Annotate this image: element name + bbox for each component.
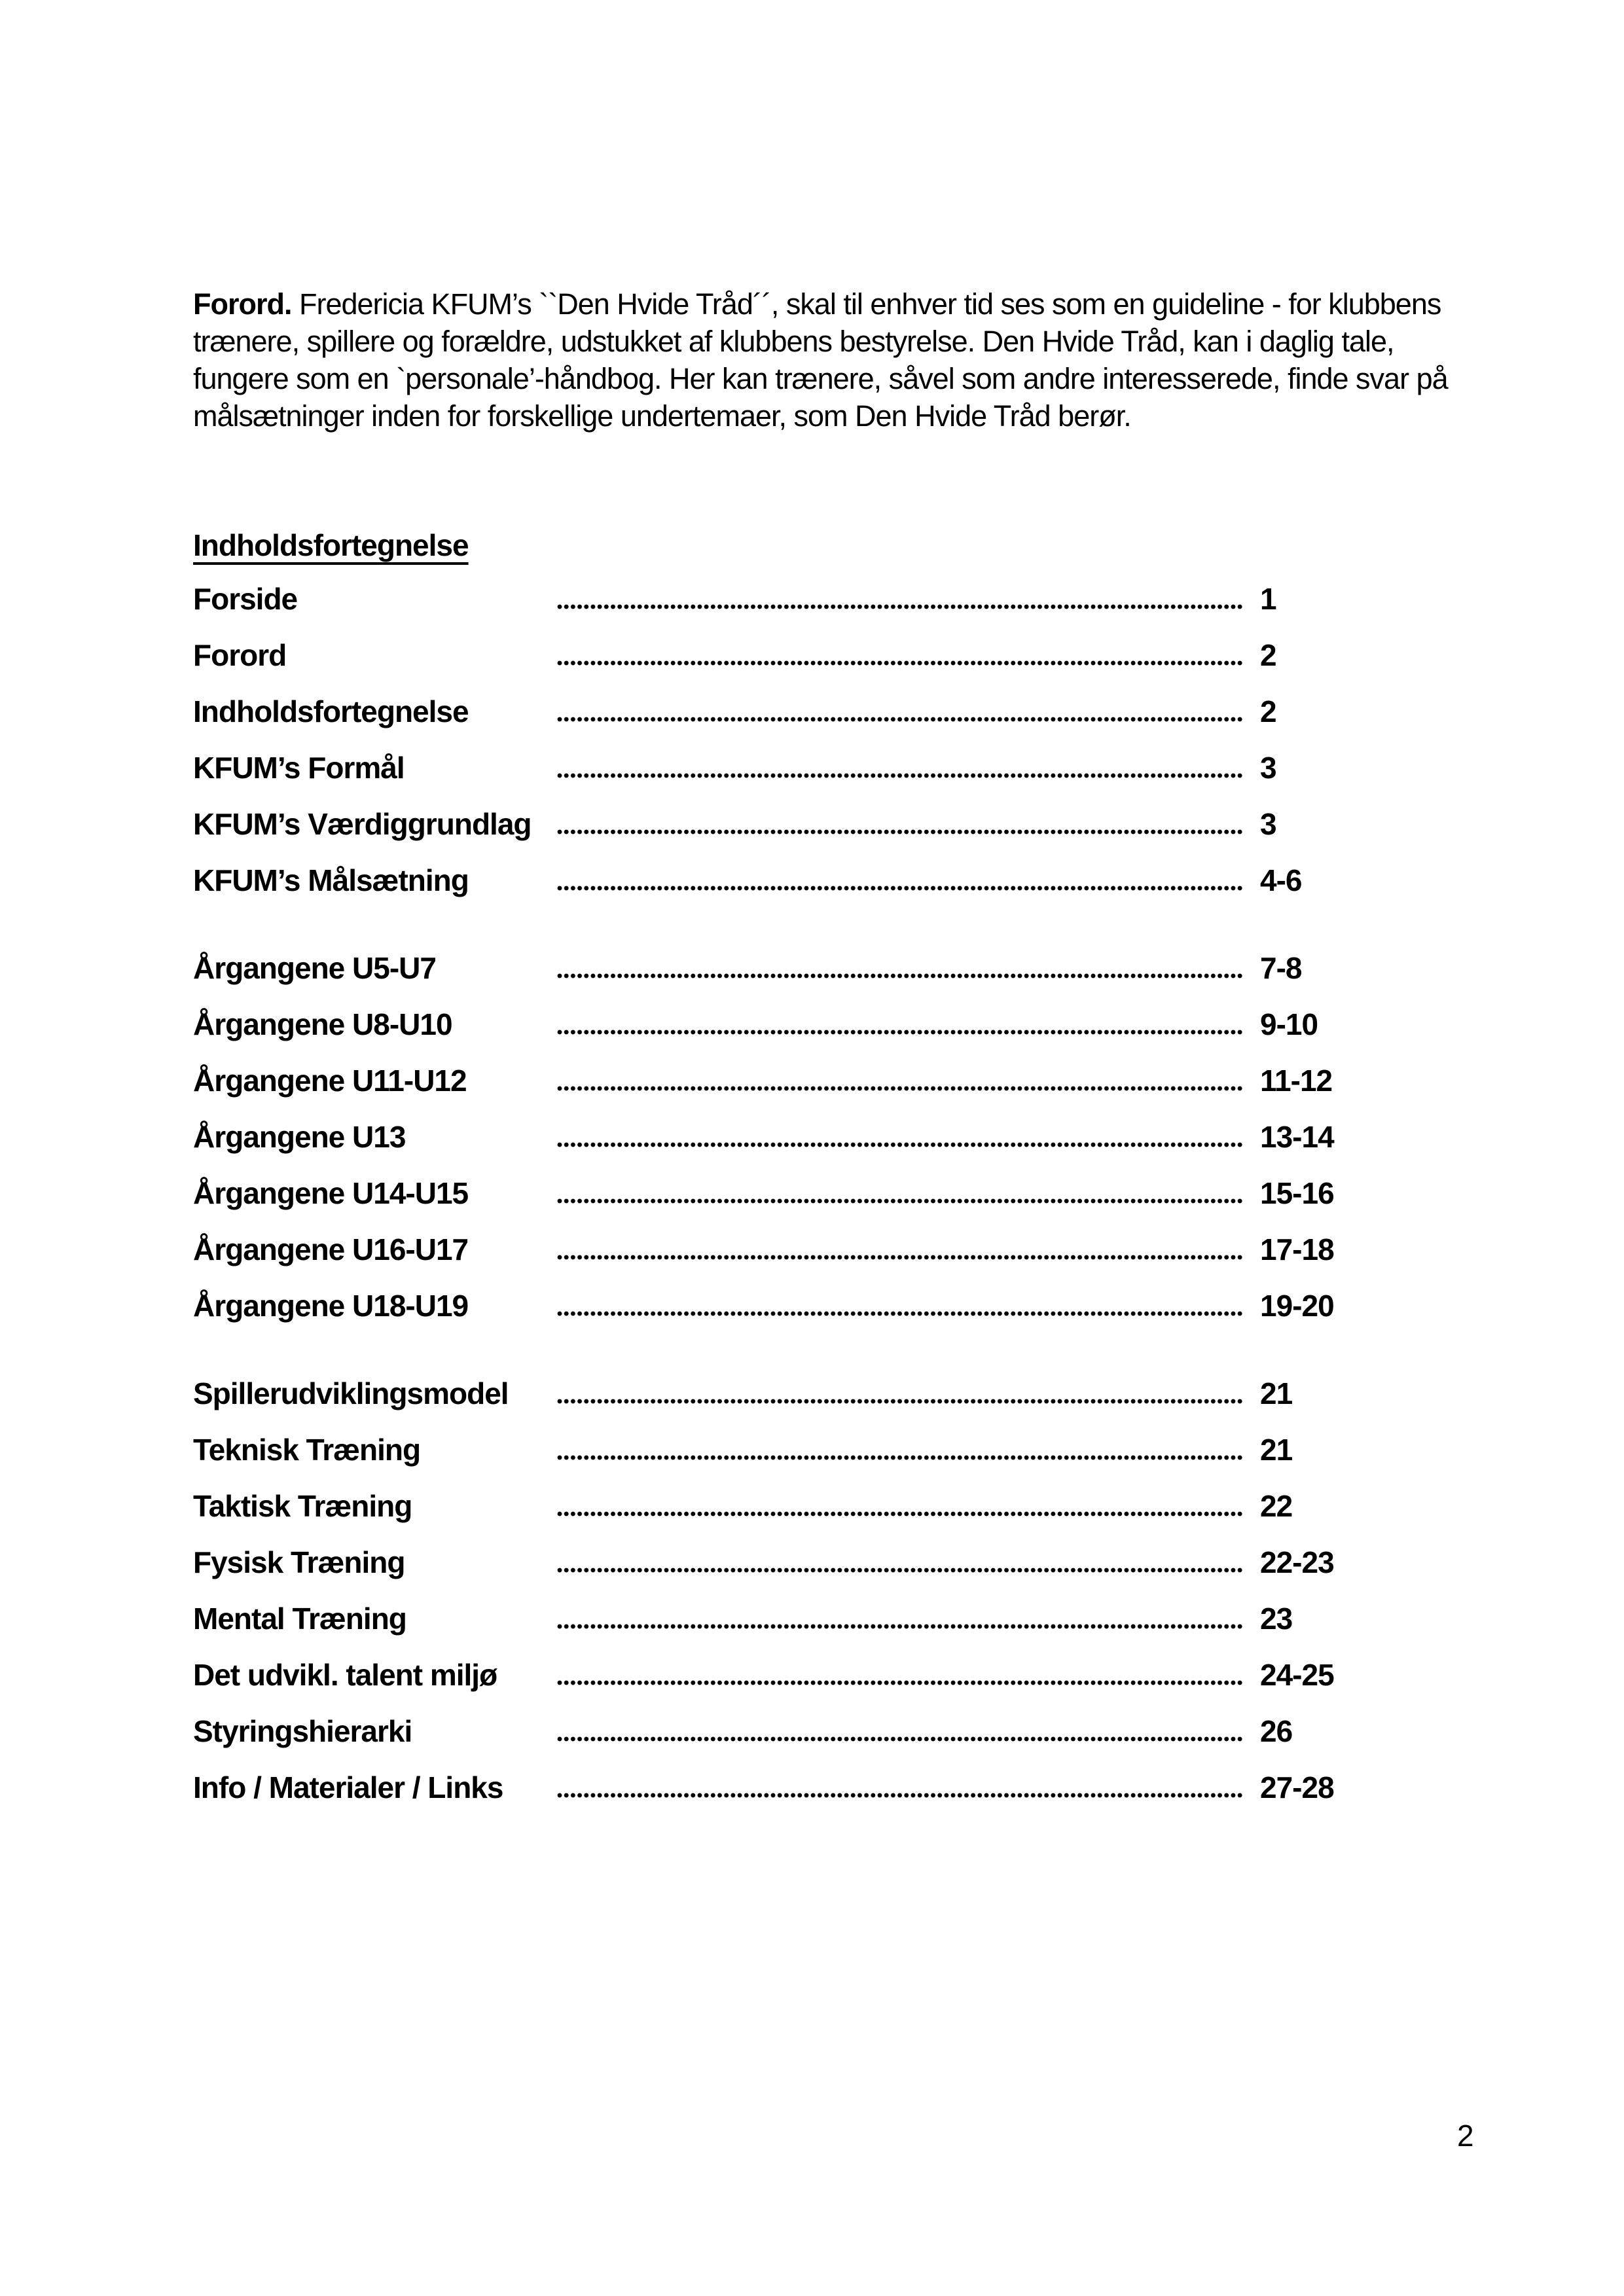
toc-entry-label: Årgangene U13	[193, 1120, 406, 1154]
toc-entry-page-number: 3	[1260, 807, 1276, 841]
toc-entry	[193, 1232, 1348, 1267]
toc-entry-page-number: 21	[1260, 1376, 1293, 1410]
dot-leader	[556, 717, 1243, 722]
foreword-line-text: Fredericia KFUM’s ``Den Hvide Tråd´´, skal til enhver tid ses som en guideline - for klubbens	[291, 287, 1441, 321]
toc-entry-label: Årgangene U14-U15	[193, 1176, 469, 1210]
dot-leader	[556, 1086, 1243, 1091]
toc-entry	[193, 1770, 1348, 1805]
dot-leader	[556, 660, 1243, 666]
dot-leader	[556, 1680, 1243, 1685]
toc-entry-page-number: 21	[1260, 1433, 1293, 1467]
toc-entry-label: Årgangene U11-U12	[193, 1064, 467, 1098]
dot-leader	[556, 1568, 1243, 1573]
toc-entry-label: Årgangene U18-U19	[193, 1289, 469, 1323]
toc-entry-label: Info / Materialer / Links	[193, 1770, 503, 1804]
dot-leader	[556, 604, 1243, 609]
dot-leader	[556, 1255, 1243, 1260]
toc-entry-page-number: 22-23	[1260, 1545, 1334, 1579]
toc-entry-label: Det udvikl. talent miljø	[193, 1658, 497, 1692]
toc-entry	[193, 1175, 1348, 1211]
toc-entry-label: Mental Træning	[193, 1602, 406, 1636]
foreword-lead-word: Forord.	[193, 287, 292, 321]
toc-group-general	[193, 581, 1348, 898]
toc-entry	[193, 1288, 1348, 1323]
toc-entry-page-number: 9-10	[1260, 1007, 1318, 1041]
toc-entry-page-number: 17-18	[1260, 1232, 1334, 1266]
dot-leader	[556, 829, 1243, 834]
toc-entry-page-number: 11-12	[1260, 1064, 1333, 1098]
toc-entry-label: Forord	[193, 638, 287, 672]
toc-entry-label: Indholdsfortegnelse	[193, 694, 469, 728]
dot-leader	[556, 1511, 1243, 1516]
toc-entry-label: Taktisk Træning	[193, 1489, 412, 1523]
foreword-paragraph	[193, 285, 1502, 435]
toc-entry-page-number: 3	[1260, 751, 1276, 785]
dot-leader	[556, 1399, 1243, 1404]
foreword-line	[193, 285, 1502, 323]
toc-entry-label: Spillerudviklingsmodel	[193, 1376, 509, 1410]
dot-leader	[556, 1624, 1243, 1629]
dot-leader	[556, 1455, 1243, 1460]
toc-entry-page-number: 27-28	[1260, 1770, 1334, 1804]
toc-entry	[193, 637, 1348, 673]
dot-leader	[556, 886, 1243, 891]
foreword-line: trænere, spillere og forældre, udstukket af klubbens bestyrelse. Den Hvide Tråd, kan i daglig tale,	[193, 325, 1394, 358]
toc-entry	[193, 1007, 1348, 1042]
toc-entry	[193, 1376, 1348, 1411]
dot-leader	[556, 1311, 1243, 1316]
dot-leader	[556, 773, 1243, 778]
toc-entry-label: KFUM’s Målsætning	[193, 863, 469, 897]
toc-entry	[193, 806, 1348, 842]
toc-entry	[193, 1488, 1348, 1524]
toc-entry-page-number: 7-8	[1260, 951, 1302, 985]
toc-entry-page-number: 24-25	[1260, 1658, 1334, 1692]
toc-entry-label: Årgangene U16-U17	[193, 1232, 469, 1266]
toc-entry	[193, 863, 1348, 898]
toc-group-training	[193, 1376, 1348, 1805]
page-number: 2	[1457, 2119, 1474, 2153]
toc-entry-page-number: 2	[1260, 638, 1276, 672]
toc-entry-label: Fysisk Træning	[193, 1545, 405, 1579]
toc-entry-page-number: 2	[1260, 694, 1276, 728]
toc-entry	[193, 1063, 1348, 1098]
dot-leader	[556, 1030, 1243, 1035]
dot-leader	[556, 973, 1243, 978]
toc-entry-page-number: 1	[1260, 582, 1276, 616]
toc-entry-label: KFUM’s Værdiggrundlag	[193, 807, 532, 841]
toc-entry	[193, 1713, 1348, 1749]
toc-entry-page-number: 4-6	[1260, 863, 1302, 897]
dot-leader	[556, 1736, 1243, 1742]
toc-entry	[193, 1601, 1348, 1636]
toc-entry-label: Styringshierarki	[193, 1714, 412, 1748]
toc-entry-label: Årgangene U5-U7	[193, 951, 436, 985]
toc-entry	[193, 950, 1348, 986]
foreword-line: fungere som en `personale’-håndbog. Her kan trænere, såvel som andre interesserede, finde svar på	[193, 362, 1448, 395]
toc-entry	[193, 581, 1348, 617]
toc-entry	[193, 1119, 1348, 1155]
dot-leader	[556, 1793, 1243, 1798]
toc-entry-page-number: 22	[1260, 1489, 1293, 1523]
toc-entry-page-number: 19-20	[1260, 1289, 1334, 1323]
toc-entry-page-number: 15-16	[1260, 1176, 1334, 1210]
toc-entry	[193, 694, 1348, 729]
toc-entry	[193, 750, 1348, 785]
toc-entry-page-number: 26	[1260, 1714, 1293, 1748]
toc-entry	[193, 1432, 1348, 1467]
dot-leader	[556, 1142, 1243, 1147]
toc-entry-page-number: 13-14	[1260, 1120, 1334, 1154]
toc-entry	[193, 1545, 1348, 1580]
table-of-contents	[193, 581, 1348, 1826]
dot-leader	[556, 1198, 1243, 1204]
toc-entry-label: Årgangene U8-U10	[193, 1007, 452, 1041]
toc-entry-page-number: 23	[1260, 1602, 1293, 1636]
toc-entry-label: Forside	[193, 582, 298, 616]
toc-entry-label: KFUM’s Formål	[193, 751, 405, 785]
toc-entry-label: Teknisk Træning	[193, 1433, 421, 1467]
toc-group-age-groups	[193, 950, 1348, 1323]
toc-heading: Indholdsfortegnelse	[193, 528, 469, 562]
toc-entry	[193, 1657, 1348, 1693]
foreword-line: målsætninger inden for forskellige undertemaer, som Den Hvide Tråd berør.	[193, 399, 1131, 433]
